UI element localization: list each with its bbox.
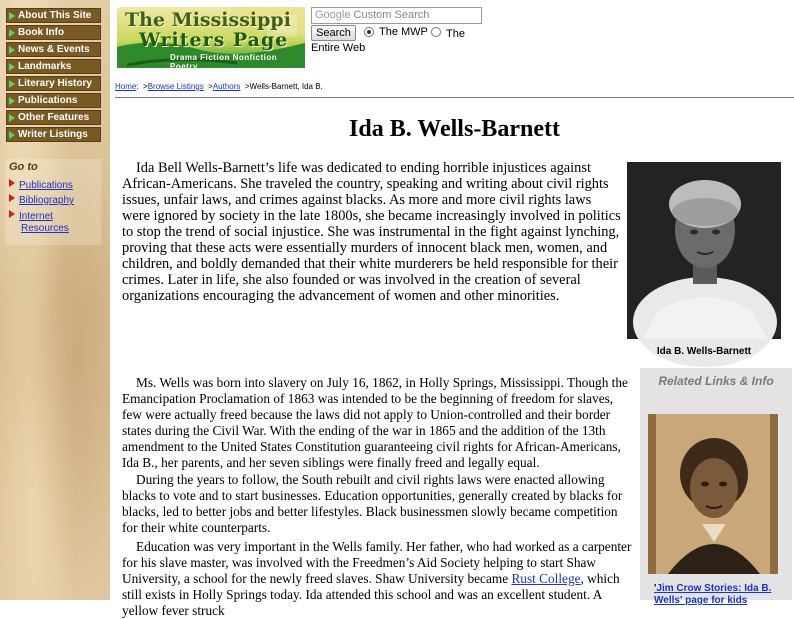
arrow-right-icon xyxy=(9,29,15,37)
nav-landmarks[interactable]: Landmarks xyxy=(6,59,101,74)
header-divider xyxy=(115,97,794,98)
nav-publications[interactable]: Publications xyxy=(6,93,101,108)
breadcrumb-browse-listings[interactable]: Browse Listings xyxy=(147,82,204,91)
goto-title: Go to xyxy=(9,161,38,173)
goto-link-internet-resources[interactable]: Internet Resources xyxy=(9,210,79,235)
arrow-right-icon xyxy=(9,80,15,88)
arrow-right-icon xyxy=(9,97,15,105)
rust-college-link[interactable]: Rust College xyxy=(511,571,581,586)
arrow-right-icon xyxy=(9,63,15,71)
triangle-right-icon xyxy=(9,179,15,187)
search-button[interactable]: Search xyxy=(311,25,356,41)
body-paragraph-education: Education was very important in the Wells family. Her father, who had worked as a carpenter for his slave master, was involved with the Freedmen’s Aid Society helping to start Shaw University, a school for the newly freed slaves. Shaw University became Rust College, which still exists in Holly Springs today. Ida attended this school and was an excellent student. A yellow fever struck xyxy=(122,539,632,618)
nav-about-this-site[interactable]: About This Site xyxy=(6,8,101,23)
arrow-right-icon xyxy=(9,46,15,54)
triangle-right-icon xyxy=(9,210,15,218)
nav-news-events[interactable]: News & Events xyxy=(6,42,101,57)
breadcrumb: Home: >Browse Listings >Authors >Wells-Barnett, Ida B. xyxy=(115,82,323,91)
radio-label-entire-web: The Entire Web xyxy=(311,28,465,54)
triangle-right-icon xyxy=(9,194,15,202)
related-link-jim-crow[interactable]: 'Jim Crow Stories: Ida B. Wells' page for kids xyxy=(654,583,772,606)
portrait-caption: Ida B. Wells-Barnett xyxy=(656,346,752,357)
nav-book-info[interactable]: Book Info xyxy=(6,25,101,40)
arrow-right-icon xyxy=(9,114,15,122)
breadcrumb-home[interactable]: Home xyxy=(115,82,137,91)
goto-link-publications[interactable]: Publications xyxy=(9,179,73,192)
related-photo[interactable] xyxy=(648,414,778,574)
search-placeholder: Custom Search xyxy=(353,9,430,21)
logo-title-line-1: The Mississippi xyxy=(125,9,291,31)
google-brand-label: Google xyxy=(315,9,351,21)
body-paragraph-rebuild: During the years to follow, the South rebuilt and civil rights laws were enacted allowing blacks to vote and to start businesses. Education opportunities, generally created by blacks for blacks, led to better jobs and better lifestyles. Black businessmen slowly became competition for their white counterparts. xyxy=(122,472,623,535)
page-title: Ida B. Wells-Barnett xyxy=(349,116,560,142)
portrait-image xyxy=(627,162,781,339)
site-logo[interactable] xyxy=(117,7,305,71)
radio-label-the-mwp: The MWP xyxy=(379,26,428,38)
related-portrait-photo xyxy=(648,414,778,574)
goto-link-bibliography[interactable]: Bibliography xyxy=(9,194,74,207)
logo-subtitle: Drama Fiction Nonfiction Poetry xyxy=(170,53,278,71)
breadcrumb-authors[interactable]: Authors xyxy=(212,82,241,91)
arrow-right-icon xyxy=(9,12,15,20)
related-links-title: Related Links & Info xyxy=(658,374,774,388)
intro-paragraph: Ida Bell Wells-Barnett’s life was dedicated to ending horrible injustices against African-Americans. She traveled the country, speaking and writing about civil rights issues, unfair laws, and crimes against blacks. As more and more civil rights laws were ignored by society in the late 1800s, she became increasingly involved in politics to stop the trend of social injustice. She was instrumental in the fight against lynching, proving that these acts were essentially murders of innocent black men, women, and children, and boldly demanded that their white murderers be held responsible for their crimes. Later in life, she also founded or was involved in the creation of several organizations encouraging the advancement of women and other minorities. xyxy=(122,160,621,304)
logo-title-line-2: Writers Page xyxy=(139,29,289,51)
search-input[interactable] xyxy=(311,7,482,24)
breadcrumb-current: Wells-Barnett, Ida B. xyxy=(249,82,323,91)
nav-literary-history[interactable]: Literary History xyxy=(6,76,101,91)
body-paragraph-birth: Ms. Wells was born into slavery on July 16, 1862, in Holly Springs, Mississippi. Though the Emancipation Proclamation of 1863 was intended to be the beginning of freedom for slaves, few were actually freed because the laws did not apply to Union-controlled and their border states during the Civil War. With the ending of the war in 1865 and the addition of the 13th amendment to the United States Constitution guaranteeing civil rights for African-Americans, Ida B., her parents, and her seven siblings were finally freed and legally equal. xyxy=(122,375,628,470)
nav-other-features[interactable]: Other Features xyxy=(6,110,101,125)
nav-writer-listings[interactable]: Writer Listings xyxy=(6,127,101,142)
arrow-right-icon xyxy=(9,131,15,139)
portrait-photo xyxy=(627,162,781,339)
